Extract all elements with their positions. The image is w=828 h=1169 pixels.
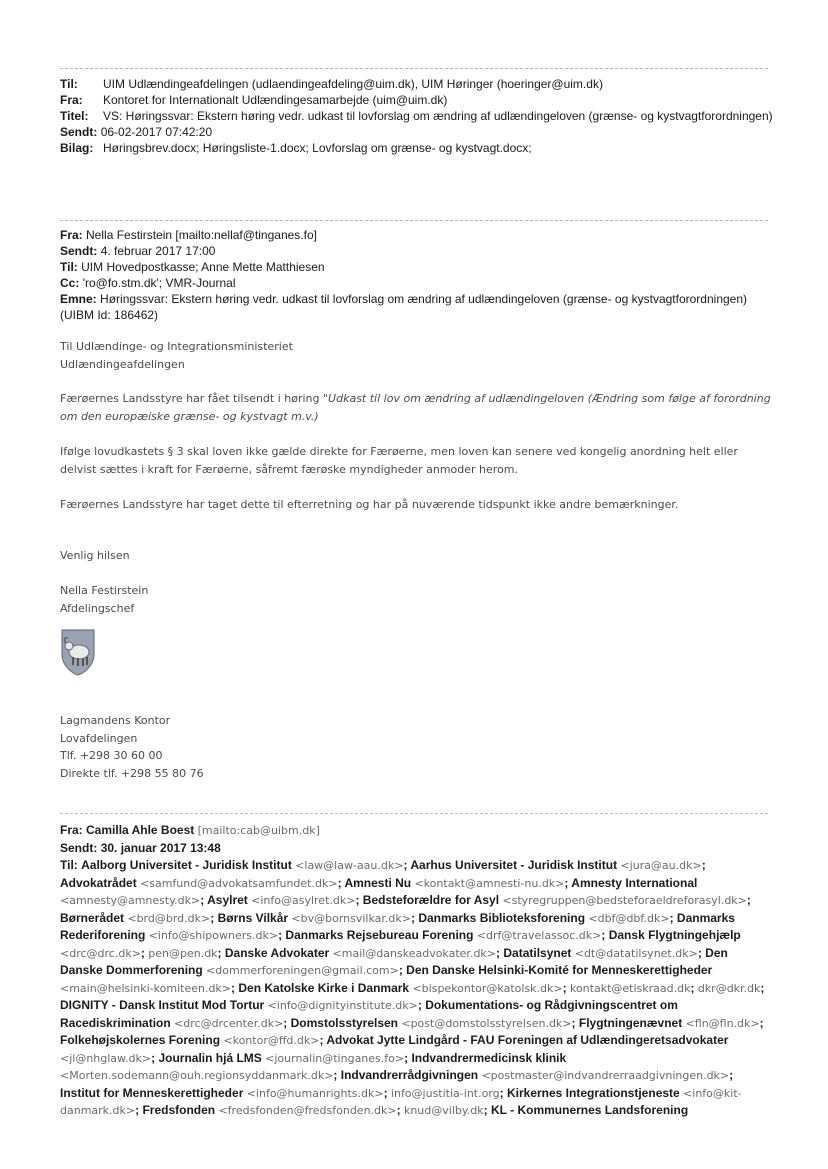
letter-greeting bbox=[60, 547, 772, 565]
recipient-entry: Institut for Menneskerettigheder <info@humanrights.dk>; bbox=[60, 1085, 391, 1100]
fwd2-from-label: Fra: bbox=[60, 823, 83, 837]
sender-title: Afdelingschef bbox=[60, 601, 135, 615]
recipient-entry: Asylret <info@asylret.dk>; bbox=[207, 893, 363, 907]
recipient-entry: Domstolsstyrelsen <post@domstolsstyrelsen.dk>; bbox=[290, 1015, 579, 1030]
faroe-ram-coat-of-arms-icon bbox=[60, 628, 96, 676]
recipient-entry: Danske Advokater <mail@danskeadvokater.dk>; bbox=[224, 945, 504, 960]
recipient-entry: Aarhus Universitet - Juridisk Institut <jura@au.dk>; bbox=[410, 858, 706, 872]
recipient-name: Advokat Jytte Lindgård - FAU Foreningen af Udlændingeretsadvokater bbox=[326, 1033, 729, 1047]
recipient-entry: Amnesty International <amnesty@amnesty.dk>; bbox=[60, 875, 698, 907]
recipient-name: Børnerådet bbox=[60, 910, 125, 925]
recipient-name: Indvandrermedicinsk klinik bbox=[411, 1050, 567, 1065]
recipient-email[interactable]: <dbf@dbf.dk> bbox=[588, 911, 670, 925]
para1-lead: Færøernes Landsstyre har fået tilsendt i høring bbox=[60, 392, 323, 405]
recipient-entry: Amnesti Nu <kontakt@amnesti-nu.dk>; bbox=[344, 875, 572, 890]
recipient-name: Fredsfonden bbox=[142, 1103, 216, 1117]
recipient-email[interactable]: <info@kit-danmark.dk> bbox=[60, 1086, 742, 1117]
greeting-text: Venlig hilsen bbox=[60, 549, 130, 562]
header-attach-value: Høringsbrev.docx; Høringsliste-1.docx; Lovforslag om grænse- og kystvagt.docx; bbox=[103, 141, 532, 155]
recipient-name: Amnesti Nu bbox=[344, 875, 412, 890]
recipient-email[interactable]: <info@asylret.dk> bbox=[251, 894, 356, 907]
fwd1-to-value: UIM Hovedpostkasse; Anne Mette Matthiesen bbox=[81, 260, 325, 274]
top-divider bbox=[60, 68, 768, 69]
para3-text: Færøernes Landsstyre har taget dette til efterretning og har på nuværende tidspunkt ikke andre bemærkninger. bbox=[60, 498, 679, 511]
forward1-divider bbox=[60, 220, 768, 221]
header-title-row bbox=[60, 108, 780, 124]
forward2-divider bbox=[60, 813, 768, 814]
recipient-entry: Den Danske Dommerforening <dommerforeningen@gmail.com>; bbox=[60, 945, 728, 977]
recipient-entry bbox=[491, 1103, 688, 1117]
recipient-email[interactable]: <dommerforeningen@gmail.com> bbox=[206, 964, 399, 977]
fwd1-sent-value: 4. februar 2017 17:00 bbox=[100, 244, 216, 258]
fwd1-subject-value: Høringssvar: Ekstern høring vedr. udkast til lovforslag om ændring af udlændingeloven (grænse- og kystvagtforordningen) (UIBM Id: 186462) bbox=[60, 292, 748, 322]
recipient-entry: Datatilsynet <dt@datatilsynet.dk>; bbox=[503, 945, 706, 960]
recipient-entry: Flygtningenævnet <fln@fln.dk>; bbox=[578, 1015, 764, 1030]
recipient-name: Asylret bbox=[207, 893, 248, 907]
recipient-email[interactable]: <jura@au.dk> bbox=[620, 859, 702, 872]
recipient-entry: Fredsfonden <fredsfonden@fredsfonden.dk>; bbox=[142, 1103, 404, 1117]
recipient-entry: Journalin hjá LMS <journalin@tinganes.fo>; bbox=[158, 1050, 412, 1065]
recipient-email[interactable]: <post@domstolsstyrelsen.dk> bbox=[401, 1016, 572, 1030]
recipient-email[interactable]: pen@pen.dk bbox=[148, 946, 218, 960]
recipient-name: Den Katolske Kirke i Danmark bbox=[238, 980, 410, 995]
recipient-name: Folkehøjskolernes Forening bbox=[60, 1033, 221, 1047]
header-sent-label: Sendt: bbox=[60, 125, 98, 139]
recipient-name: Datatilsynet bbox=[503, 945, 572, 960]
recipient-entry: Danmarks Rederiforening <info@shipowners.dk>; bbox=[60, 910, 735, 942]
recipient-name: Dokumentations- og Rådgivningscentret om Racediskrimination bbox=[60, 998, 678, 1030]
recipient-name: Indvandrerrådgivningen bbox=[340, 1068, 479, 1082]
recipient-entry: pen@pen.dk; bbox=[148, 945, 225, 960]
recipient-email[interactable]: <info@dignityinstitute.dk> bbox=[267, 999, 418, 1012]
letter-signature bbox=[60, 582, 772, 617]
recipient-email[interactable]: <info@humanrights.dk> bbox=[246, 1086, 384, 1100]
header-to-label: Til: bbox=[60, 77, 78, 91]
recipient-name: Kirkernes Integrationstjeneste bbox=[506, 1085, 680, 1100]
recipient-name: Amnesty International bbox=[571, 875, 698, 890]
recipient-entry: Indvandrermedicinsk klinik <Morten.sodemann@ouh.regionsyddanmark.dk>; bbox=[60, 1050, 567, 1082]
fwd1-to-label: Til: bbox=[60, 260, 78, 274]
fwd2-sent-label: Sendt: bbox=[60, 840, 98, 855]
fwd1-from-label: Fra: bbox=[60, 228, 83, 242]
sender-name: Nella Festirstein bbox=[60, 584, 149, 597]
recipient-name: Danmarks Biblioteksforening bbox=[418, 910, 586, 925]
fwd1-cc-label: Cc: bbox=[60, 276, 80, 290]
header-sent-value: 06-02-2017 07:42:20 bbox=[100, 125, 213, 139]
recipient-entry: DIGNITY - Dansk Institut Mod Tortur <info@dignityinstitute.dk>; bbox=[60, 998, 426, 1012]
message-header bbox=[60, 76, 780, 156]
recipient-email[interactable]: <brd@brd.dk> bbox=[127, 911, 211, 925]
recipient-email[interactable]: <kontor@ffd.dk> bbox=[223, 1034, 320, 1047]
recipient-entry: knud@vilby.dk; bbox=[403, 1103, 492, 1117]
recipient-name: Aarhus Universitet - Juridisk Institut bbox=[410, 858, 618, 872]
forward1-header bbox=[60, 227, 772, 323]
recipient-entry: kontakt@etiskraad.dk; bbox=[569, 980, 698, 995]
recipient-email[interactable]: <fredsfonden@fredsfonden.dk> bbox=[218, 1104, 397, 1117]
recipient-email[interactable]: kontakt@etiskraad.dk bbox=[569, 981, 691, 995]
recipient-list bbox=[60, 857, 772, 1120]
fwd2-from-mail: [mailto:cab@uibm.dk] bbox=[197, 824, 320, 837]
recipient-name: Danmarks Rejsebureau Forening bbox=[285, 928, 474, 942]
recipient-name: Advokatrådet bbox=[60, 875, 137, 890]
letter-para1 bbox=[60, 390, 772, 425]
recipient-entry: info@justitia-int.org; bbox=[390, 1085, 507, 1100]
fwd1-from-value: Nella Festirstein [mailto:nellaf@tinganes.fo] bbox=[86, 228, 317, 242]
recipient-entry: Folkehøjskolernes Forening <kontor@ffd.dk>; bbox=[60, 1033, 327, 1047]
org-line2: Lovafdelingen bbox=[60, 731, 138, 745]
fwd2-sent-value: 30. januar 2017 13:48 bbox=[100, 840, 221, 855]
recipient-email[interactable]: <dt@datatilsynet.dk> bbox=[574, 946, 698, 960]
recipient-email[interactable]: <jl@nhglaw.dk> bbox=[60, 1051, 152, 1065]
recipient-line2: Udlændingeafdelingen bbox=[60, 357, 185, 371]
header-title-value: VS: Høringssvar: Ekstern høring vedr. udkast til lovforslag om ændring af udlændingeloven (grænse- og kystvagtforordningen) bbox=[103, 109, 773, 123]
recipient-entry: Danmarks Biblioteksforening <dbf@dbf.dk>; bbox=[418, 910, 677, 925]
header-title-label: Titel: bbox=[60, 109, 89, 123]
para2-text: Ifølge lovudkastets § 3 skal loven ikke gælde direkte for Færøerne, men loven kan senere ved kongelig anordning helt eller delvist sættes i kraft for Færøerne, såfremt færøske myndigheder anmoder herom. bbox=[60, 445, 738, 476]
header-to-value: UIM Udlændingeafdelingen (udlaendingeafdeling@uim.dk), UIM Høringer (hoeringer@uim.dk) bbox=[103, 77, 603, 91]
recipient-name: Børns Vilkår bbox=[217, 910, 289, 925]
recipient-email[interactable]: <bispekontor@katolsk.dk> bbox=[412, 981, 563, 995]
recipient-entry: Advokatrådet <samfund@advokatsamfundet.dk>; bbox=[60, 875, 345, 890]
header-attach-row bbox=[60, 140, 780, 156]
org-direct-phone: Direkte tlf. +298 55 80 76 bbox=[60, 766, 204, 780]
fwd1-subject-label: Emne: bbox=[60, 292, 97, 306]
recipient-name: DIGNITY - Dansk Institut Mod Tortur bbox=[60, 998, 265, 1012]
recipient-email[interactable]: <amnesty@amnesty.dk> bbox=[60, 894, 201, 907]
recipient-email[interactable]: <Morten.sodemann@ouh.regionsyddanmark.dk> bbox=[60, 1069, 334, 1082]
recipient-email[interactable]: <postmaster@indvandrerraadgivningen.dk> bbox=[481, 1069, 730, 1082]
header-to-row bbox=[60, 76, 780, 92]
recipient-name: Danske Advokater bbox=[224, 945, 330, 960]
fwd2-from-name: Camilla Ahle Boest bbox=[86, 823, 195, 837]
recipient-email[interactable]: <bv@bornsvilkar.dk> bbox=[291, 911, 411, 925]
recipient-entry: Børnerådet <brd@brd.dk>; bbox=[60, 910, 218, 925]
recipient-name: Den Danske Helsinki-Komité for Menneskerettigheder bbox=[406, 963, 713, 977]
recipient-name: Domstolsstyrelsen bbox=[290, 1015, 399, 1030]
recipient-name: Dansk Flygtningehjælp bbox=[608, 928, 741, 942]
recipient-email[interactable]: <drc@drc.dk> bbox=[60, 946, 141, 960]
recipient-line1: Til Udlændinge- og Integrationsministeriet bbox=[60, 340, 293, 353]
recipient-email[interactable]: <main@helsinki-komiteen.dk> bbox=[60, 981, 232, 995]
header-from-value: Kontoret for Internationalt Udlændingesamarbejde (uim@uim.dk) bbox=[103, 93, 448, 107]
recipient-entry: dkr@dkr.dk; bbox=[697, 980, 765, 995]
recipient-entry: Aalborg Universitet - Juridisk Institut <law@law-aau.dk>; bbox=[81, 858, 411, 872]
letter-para2 bbox=[60, 443, 772, 478]
letter-recipient bbox=[60, 338, 772, 373]
recipient-email[interactable]: <info@shipowners.dk> bbox=[148, 929, 279, 942]
recipient-email[interactable]: <mail@danskeadvokater.dk> bbox=[332, 946, 497, 960]
header-attach-label: Bilag: bbox=[60, 141, 94, 155]
recipient-email[interactable]: <drf@travelassoc.dk> bbox=[476, 929, 602, 942]
recipient-email[interactable]: info@justitia-int.org bbox=[390, 1086, 500, 1100]
header-from-row bbox=[60, 92, 780, 108]
forward2-header bbox=[60, 822, 772, 1120]
org-line1: Lagmandens Kontor bbox=[60, 714, 171, 727]
header-from-label: Fra: bbox=[60, 93, 83, 107]
recipient-name: Aalborg Universitet - Juridisk Institut bbox=[81, 858, 292, 872]
recipient-entry: Dansk Flygtningehjælp <drc@drc.dk>; bbox=[60, 928, 741, 960]
recipient-entry: Dokumentations- og Rådgivningscentret om Racediskrimination <drc@drcenter.dk>; bbox=[60, 998, 678, 1030]
recipient-name: Journalin hjá LMS bbox=[158, 1050, 262, 1065]
recipient-entry: Den Danske Helsinki-Komité for Menneskerettigheder <main@helsinki-komiteen.dk>; bbox=[60, 963, 713, 995]
recipient-email[interactable]: <kontakt@amnesti-nu.dk> bbox=[414, 876, 565, 890]
recipient-name: KL - Kommunernes Landsforening bbox=[491, 1103, 689, 1117]
para1-italic: "Udkast til lov om ændring af udlændingeloven (Ændring som følge af forordning om den europæiske grænse- og kystvagt m.v.) bbox=[60, 392, 771, 423]
recipient-email[interactable]: dkr@dkr.dk bbox=[697, 981, 761, 995]
recipient-email[interactable]: <drc@drcenter.dk> bbox=[174, 1016, 284, 1030]
header-sent-row bbox=[60, 124, 780, 140]
recipient-email[interactable]: <fln@fln.dk> bbox=[685, 1016, 760, 1030]
recipient-email[interactable]: <journalin@tinganes.fo> bbox=[265, 1051, 405, 1065]
recipient-entry: Danmarks Rejsebureau Forening <drf@travelassoc.dk>; bbox=[285, 928, 609, 942]
fwd2-to-label: Til: bbox=[60, 858, 78, 872]
recipient-entry: Indvandrerrådgivningen <postmaster@indvandrerraadgivningen.dk>; bbox=[340, 1068, 734, 1082]
recipient-entry: Børns Vilkår <bv@bornsvilkar.dk>; bbox=[217, 910, 419, 925]
letter-org-block bbox=[60, 712, 772, 782]
recipient-name: Den Danske Dommerforening bbox=[60, 945, 728, 977]
recipient-entry: Bedsteforældre for Asyl <styregruppen@bedsteforaeldreforasyl.dk>; bbox=[362, 893, 751, 907]
recipient-email[interactable]: <styregruppen@bedsteforaeldreforasyl.dk> bbox=[502, 894, 747, 907]
fwd1-cc-value: 'ro@fo.stm.dk'; VMR-Journal bbox=[82, 276, 236, 290]
recipient-email[interactable]: <law@law-aau.dk> bbox=[295, 859, 404, 872]
org-phone: Tlf. +298 30 60 00 bbox=[60, 749, 163, 762]
letter-para3 bbox=[60, 496, 772, 514]
recipient-entry: Den Katolske Kirke i Danmark <bispekontor@katolsk.dk>; bbox=[238, 980, 570, 995]
recipient-name: Bedsteforældre for Asyl bbox=[362, 893, 500, 907]
recipient-email[interactable]: knud@vilby.dk bbox=[403, 1104, 484, 1117]
fwd1-sent-label: Sendt: bbox=[60, 244, 98, 258]
recipient-name: Institut for Menneskerettigheder bbox=[60, 1085, 244, 1100]
recipient-entry: Advokat Jytte Lindgård - FAU Foreningen af Udlændingeretsadvokater <jl@nhglaw.dk>; bbox=[60, 1033, 729, 1065]
recipient-name: Danmarks Rederiforening bbox=[60, 910, 735, 942]
recipient-entry: Kirkernes Integrationstjeneste <info@kit-danmark.dk>; bbox=[60, 1085, 742, 1117]
recipient-email[interactable]: <samfund@advokatsamfundet.dk> bbox=[140, 876, 338, 890]
recipient-name: Flygtningenævnet bbox=[578, 1015, 683, 1030]
